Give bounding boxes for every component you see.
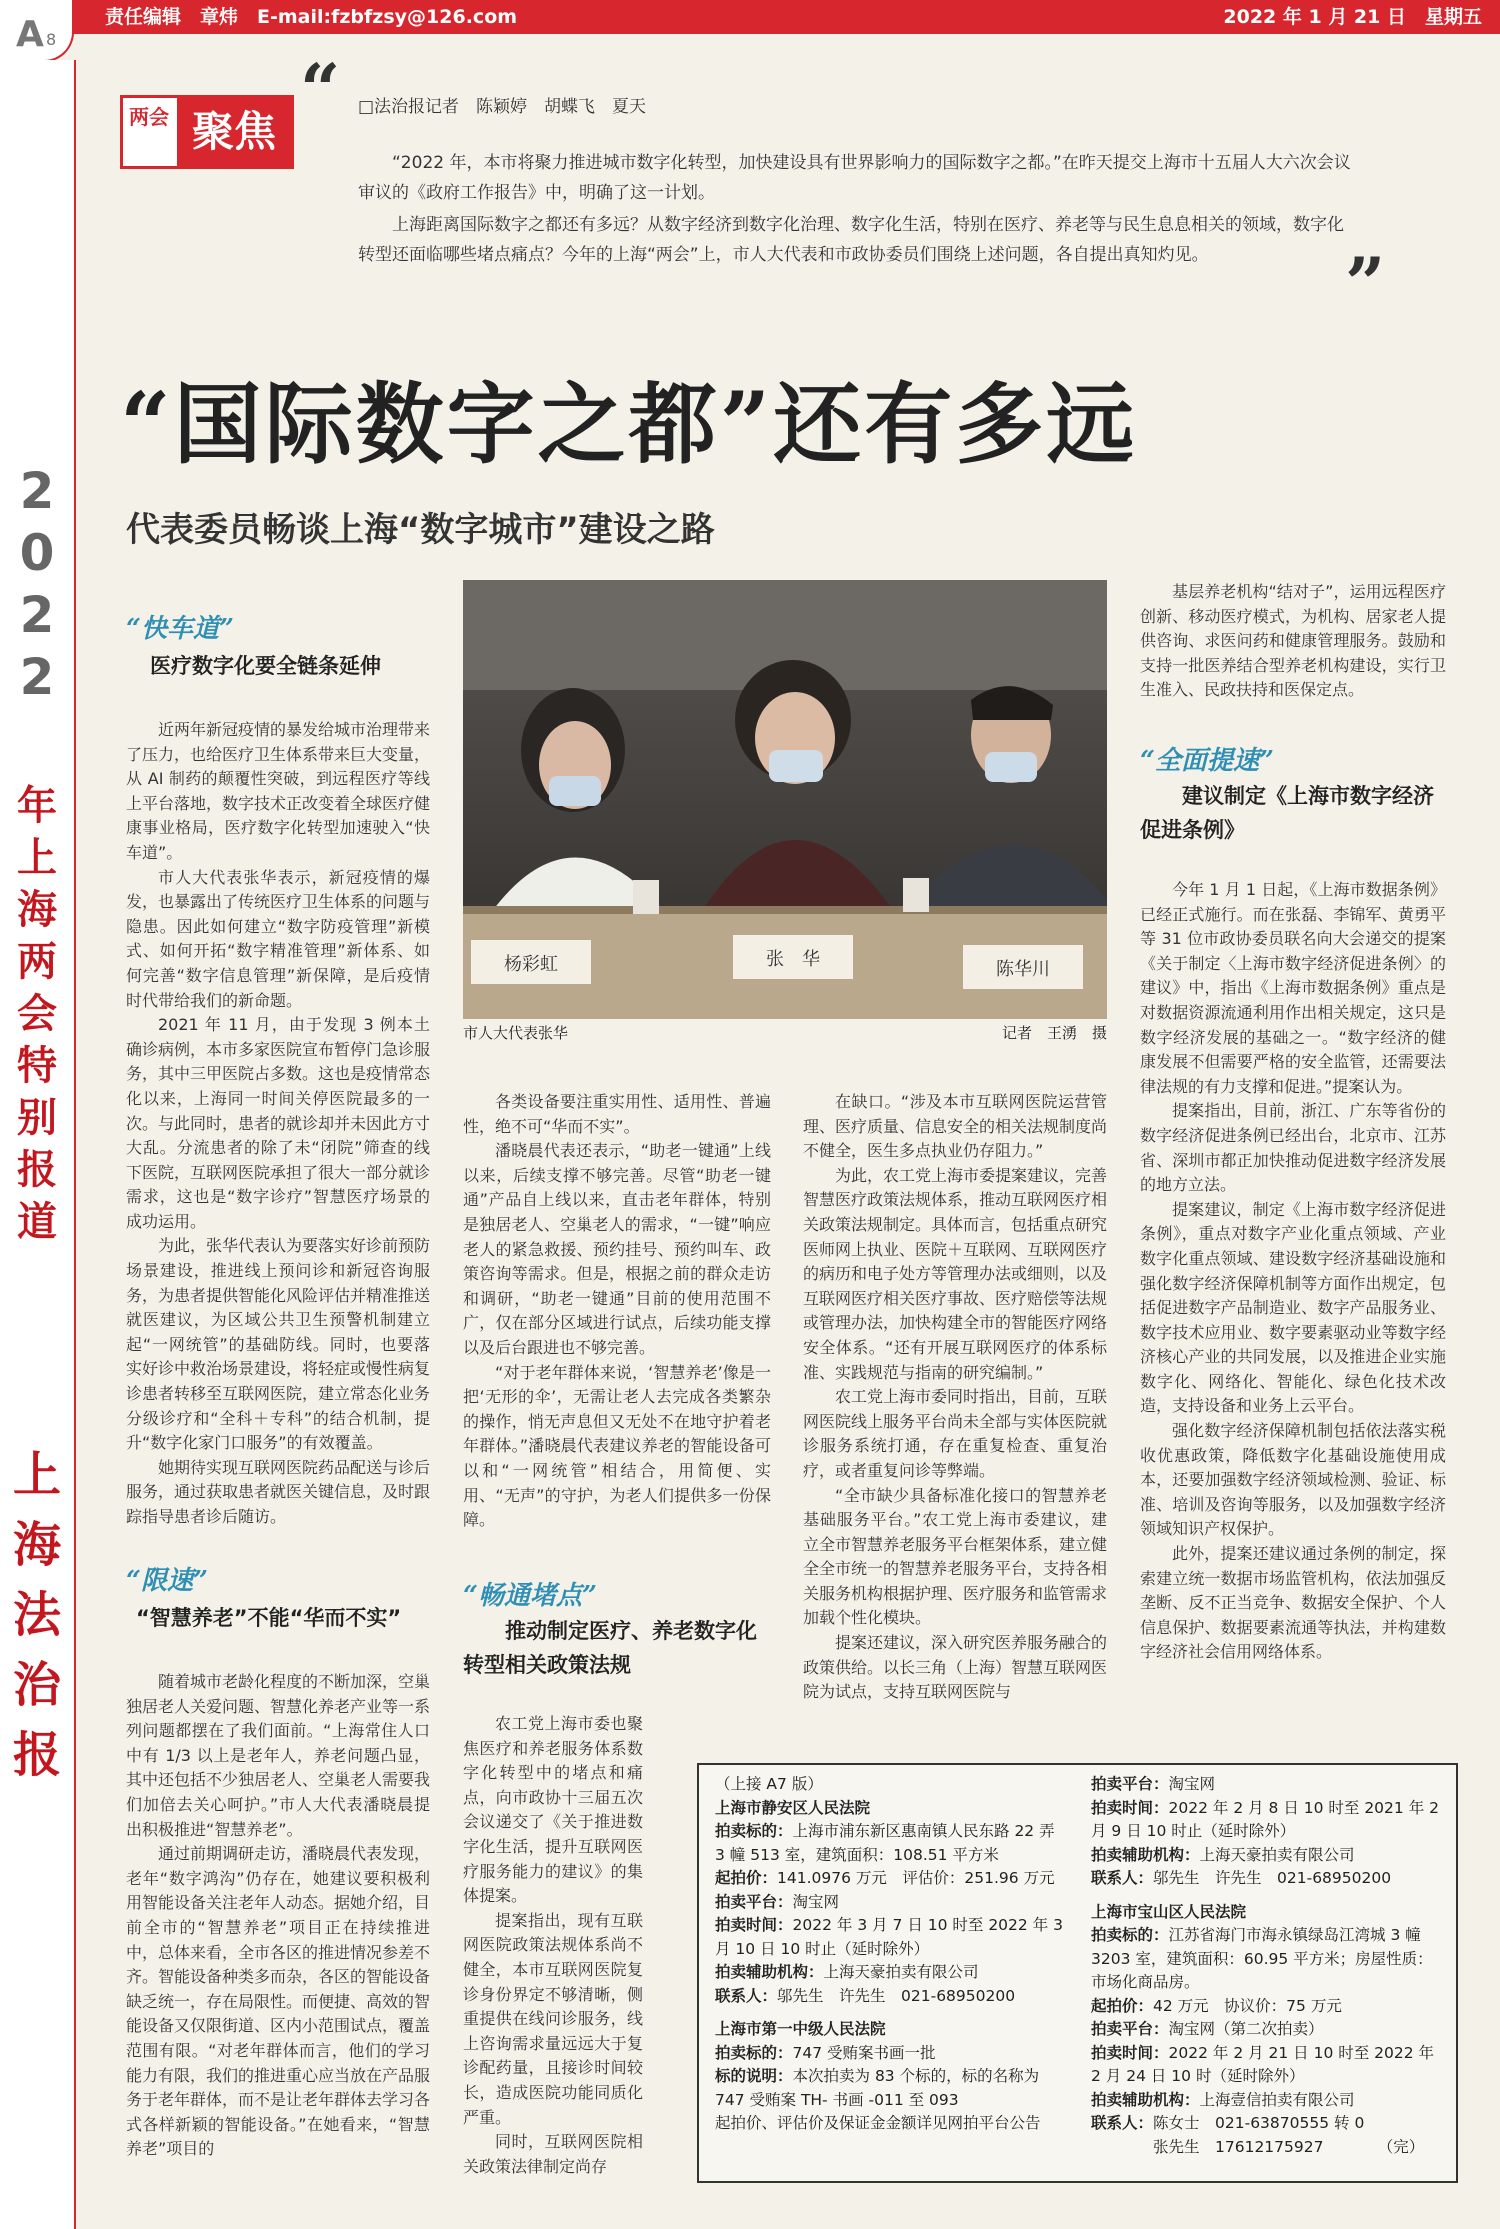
vertical-char: 海	[12, 1517, 61, 1573]
notice-line	[1091, 1797, 1443, 1844]
notice-line	[715, 1867, 1067, 1891]
article-paragraph: 在缺口。“涉及本市互联网医院运营管理、医疗质量、信息安全的相关法规制度尚不健全，医生多点执业仍存阻力。”	[803, 1092, 1108, 1161]
article-paragraph: 提案指出，现有互联网医院政策法规体系尚不健全，本市互联网医院复诊身份界定不够清晰，侧重提供在线问诊服务，线上咨询需求量远远大于复诊配药量，且接诊时间较长，造成医院功能同质化严重。	[463, 1910, 643, 2127]
section-title: 推动制定医疗、养老数字化转型相关政策法规	[463, 1619, 757, 1677]
subheadline: 代表委员畅谈上海“数字城市”建设之路	[126, 510, 715, 550]
vertical-char: 0	[19, 524, 55, 582]
notice-line	[1091, 1867, 1443, 1891]
article-paragraph: 农工党上海市委同时指出，目前，互联网医院线上服务平台尚未全部与实体医院就诊服务系统打通，存在重复检查、重复治疗，或者重复问诊等弊端。	[803, 1387, 1108, 1480]
notice-line	[715, 2042, 1067, 2066]
notice-value: 江苏省海门市海永镇绿岛江湾城 3 幢 3203 室，建筑面积：60.95 平方米；房屋性质：市场化商品房。	[1091, 1926, 1433, 1991]
left-sidebar	[0, 60, 76, 2229]
notice-key: 拍卖时间：	[715, 1916, 793, 1934]
auction-notice-box	[697, 1763, 1458, 2183]
section-heading-full-speed	[1140, 740, 1446, 847]
nameplate-1: 杨彩虹	[504, 954, 558, 975]
notice-key: 拍卖标的：	[715, 1822, 793, 1840]
section-heading-unblock	[463, 1575, 771, 1682]
lead-paragraph-1: “2022 年，本市将聚力推进城市数字化转型，加快建设具有世界影响力的国际数字之都。”在昨天提交上海市十五届人大六次会议审议的《政府工作报告》中，明确了这一计划。	[358, 153, 1351, 203]
sidebar-newspaper-name	[12, 1440, 62, 1790]
open-quote-mark: “	[300, 48, 341, 131]
notice-line	[715, 2065, 1067, 2112]
notice-key: 拍卖时间：	[1091, 1798, 1169, 1817]
article-paragraph: 潘晓晨代表还表示，“助老一键通”上线以来，后续支撑不够完善。尽管“助老一键通”产品自上线以来，直击老年群体，特别是独居老人、空巢老人的需求，“一键”响应老人的紧急救援、预约挂号、预约叫车、政策咨询等需求。但是，根据之前的群众走访和调研，“助老一键通”目前的使用范围不广，仅在部分区域进行试点，后续功能支撑以及后台跟进也不够完善。	[463, 1141, 771, 1357]
notice-line	[715, 1820, 1067, 1867]
article-paragraph: 提案还建议，深入研究医养服务融合的政策供给。以长三角（上海）智慧互联网医院为试点，支持互联网医院与	[803, 1633, 1108, 1702]
section-title: “智慧养老”不能“华而不实”	[136, 1606, 402, 1630]
notice-line	[715, 1773, 1067, 1797]
notice-value: （上接 A7 版）	[715, 1775, 823, 1793]
badge-big-label: 聚焦	[177, 98, 291, 166]
headline: “国际数字之都”还有多远	[120, 372, 1138, 476]
notice-line	[715, 1891, 1067, 1915]
notice-gap	[715, 2008, 1067, 2018]
notice-value: 起拍价、评估价及保证金金额详见网拍平台公告	[715, 2114, 1041, 2132]
badge-small-label: 两会	[129, 105, 169, 129]
notice-value: 上海市宝山区人民法院	[1091, 1902, 1247, 1921]
editor-info: 责任编辑 章炜 E-mail:fzbfzsy@126.com	[105, 6, 518, 28]
notice-value: 2022 年 2 月 21 日 10 时至 2022 年 2 月 24 日 10 时（延时除外）	[1091, 2043, 1435, 2085]
article-column-2b	[463, 1712, 643, 2179]
article-column-4b	[1140, 878, 1446, 1665]
notice-value: 本次拍卖为 83 个标的，标的名称为 747 受贿案 TH- 书画 -011 至 093	[715, 2067, 1040, 2109]
notice-line	[715, 2112, 1067, 2136]
notice-line	[1091, 2089, 1443, 2113]
page-number-tab	[0, 0, 74, 62]
notice-value: 上海市静安区人民法院	[715, 1798, 871, 1817]
notice-key: 联系人：	[1091, 1869, 1154, 1887]
notice-value: 42 万元 协议价：75 万元	[1153, 1996, 1342, 2015]
article-paragraph: “全市缺少具备标准化接口的智慧养老基础服务平台。”农工党上海市委建议，建立全市智慧养老服务平台框架体系，建立健全全市统一的智慧养老服务平台，支持各相关服务机构根据护理、医疗服务和监管需求加载个性化模块。	[803, 1485, 1108, 1628]
article-paragraph: 同时，互联网医院相关政策法律制定尚存	[463, 2132, 643, 2176]
article-paragraph: 此外，提案还建议通过条例的制定，探索建立统一数据市场监管机构，依法加强反垄断、反不正当竞争、数据安全保护、个人信息保护、数据要素流通等执法，并构建数字经济社会信用网络体系。	[1140, 1544, 1446, 1662]
vertical-char: 特	[17, 1043, 57, 1089]
section-tag: “全面提速”	[1140, 746, 1274, 776]
article-paragraph: “对于老年群体来说，‘智慧养老’像是一把‘无形的伞’，无需让老人去完成各类繁杂的操作，悄无声息但又无处不在地守护着老年群体。”潘晓晨代表建议养老的智能设备可以和“一网统管”相结合，用简便、实用、“无声”的守护，为老人们提供多一份保障。	[463, 1362, 771, 1530]
vertical-char: 海	[17, 887, 57, 933]
article-paragraph: 通过前期调研走访，潘晓晨代表发现，老年“数字鸿沟”仍存在，她建议要积极利用智能设备关注老年人动态。据她介绍，目前全市的“智慧养老”项目正在持续推进中，总体来看，全市各区的推进情况参差不齐。智能设备种类多而杂，各区的智能设备缺乏统一，存在局限性。而便捷、高效的智能设备又仅限街道、区内小范围试点，覆盖范围有限。“对老年群体而言，他们的学习能力有限，我们的推进重心应当放在产品服务于老年群体，而不是让老年群体去学习各式各样新颖的智能设备。”在她看来，“智慧养老”项目的	[126, 1844, 431, 2159]
notice-line	[1091, 1995, 1443, 2019]
close-quote-mark: ”	[1345, 242, 1386, 325]
article-paragraph: 提案建议，制定《上海市数字经济促进条例》，重点对数字产业化重点领域、产业数字化重点领域、建设数字经济基础设施和强化数字经济保障机制等方面作出规定，包括促进数字产品制造业、数字产品服务业、数字技术应用业、数字要素驱动业等数字经济核心产业的共同发展，以及推进企业实施数字化、网络化、智能化、绿色化技术改造，支持设备和业务上云平台。	[1140, 1199, 1446, 1416]
section-tag: “畅通堵点”	[463, 1581, 597, 1611]
caption-text: 市人大代表张华	[463, 1024, 569, 1042]
nameplate-3: 陈华川	[996, 959, 1050, 980]
section-heading-fast-lane	[126, 608, 381, 683]
article-paragraph: 今年 1 月 1 日起，《上海市数据条例》已经正式施行。而在张磊、李锦军、黄勇平等 31 位市政协委员联名向大会递交的提案《关于制定〈上海市数字经济促进条例〉的建议》中，指出《上海市数据条例》重点是对数据资源流通利用作出相关规定，这只是数字经济发展的基础之一。“数字经济的健康发展不但需要严格的安全监管，还需要法律法规的有力支撑和促进。”提案认为。	[1140, 880, 1446, 1096]
notice-column-2	[1091, 1773, 1443, 2159]
notice-key: 拍卖辅助机构：	[715, 1963, 824, 1981]
issue-date: 2022 年 1 月 21 日 星期五	[1223, 6, 1482, 28]
notice-key: 拍卖平台：	[1091, 1775, 1169, 1793]
section-title: 医疗数字化要全链条延伸	[150, 654, 381, 678]
notice-value: 邬先生 许先生 021-68950200	[777, 1986, 1016, 2005]
notice-line	[1091, 2112, 1443, 2136]
sidebar-year	[12, 460, 62, 708]
vertical-char: 报	[12, 1727, 61, 1783]
notice-value: 张先生 17612175927 （完）	[1091, 2137, 1425, 2156]
photo-credit: 记者 王湧 摄	[1001, 1024, 1107, 1042]
notice-value: 747 受贿案书画一批	[792, 2043, 936, 2062]
article-paragraph: 提案指出，目前，浙江、广东等省份的数字经济促进条例已经出台，北京市、江苏省、深圳市都正加快推动促进数字经济发展的地方立法。	[1140, 1101, 1446, 1195]
byline: □法治报记者 陈颖婷 胡蝶飞 夏天	[358, 97, 647, 117]
article-paragraph: 她期待实现互联网医院药品配送与诊后服务，通过获取患者就医关键信息，及时跟踪指导患者诊后随访。	[126, 1457, 431, 1526]
page-letter: A	[16, 14, 44, 55]
notice-line	[1091, 2136, 1443, 2160]
notice-line	[1091, 1773, 1443, 1797]
section-badge	[120, 95, 294, 169]
notice-key: 联系人：	[1091, 2114, 1154, 2132]
vertical-char: 上	[17, 835, 57, 881]
notice-value: 上海天豪拍卖有限公司	[823, 1963, 979, 1981]
vertical-char: 2	[19, 586, 55, 644]
vertical-char: 会	[17, 991, 57, 1037]
article-column-3	[803, 1090, 1107, 1705]
photo-caption	[463, 1022, 1107, 1043]
vertical-char: 两	[17, 939, 57, 985]
article-paragraph: 近两年新冠疫情的暴发给城市治理带来了压力，也给医疗卫生体系带来巨大变量，从 AI 制药的颠覆性突破，到远程医疗等线上平台落地，数字技术正改变着全球医疗健康事业格局，医疗数字化转型加速驶入“快车道”。	[126, 720, 431, 862]
article-paragraph: 市人大代表张华表示，新冠疫情的爆发，也暴露出了传统医疗卫生体系的问题与隐患。因此如何建立“数字防疫管理”新模式、如何开拓“数字精准管理”新体系、如何完善“数字信息管理”新保障，是后疫情时代带给我们的新命题。	[126, 867, 431, 1010]
notice-column-1	[715, 1773, 1067, 2136]
article-column-4a	[1140, 580, 1446, 703]
article-paragraph: 为此，张华代表认为要落实好诊前预防场景建设，推进线上预问诊和新冠咨询服务，为患者提供智能化风险评估并精准推送就医建议，为区域公共卫生预警机制建立起“一网统管”的基础防线。同时，也要落实好诊中救治场景建设，将轻症或慢性病复诊患者转移至互联网医院，建立常态化业务分级诊疗和“全科＋专科”的结合机制，提升“数字化家门口服务”的有效覆盖。	[126, 1236, 431, 1453]
article-column-2a	[463, 1090, 771, 1533]
notice-key: 起拍价：	[715, 1869, 778, 1887]
notice-line	[1091, 1901, 1443, 1925]
vertical-char: 报	[17, 1147, 57, 1193]
section-title: 建议制定《上海市数字经济促进条例》	[1140, 784, 1434, 842]
vertical-char: 年	[17, 783, 57, 829]
notice-line	[715, 1914, 1067, 1961]
notice-key: 拍卖辅助机构：	[1091, 1845, 1200, 1864]
news-photo	[463, 580, 1107, 1019]
notice-value: 上海市第一中级人民法院	[715, 2020, 886, 2038]
notice-key: 拍卖辅助机构：	[1091, 2090, 1200, 2109]
notice-line	[1091, 1924, 1443, 1995]
vertical-char: 2	[19, 648, 55, 706]
notice-gap	[1091, 1891, 1443, 1901]
notice-value: 邬先生 许先生 021-68950200	[1153, 1869, 1392, 1887]
page-number: 8	[46, 30, 57, 49]
section-tag: “限速”	[126, 1566, 208, 1596]
notice-line	[1091, 2042, 1443, 2089]
vertical-char: 2	[19, 462, 55, 520]
article-paragraph: 基层养老机构“结对子”，运用远程医疗创新、移动医疗模式，为机构、居家老人提供咨询、求医问药和健康管理服务。鼓励和支持一批医养结合型养老机构建设，实行卫生准入、民政扶持和医保定点。	[1140, 582, 1446, 700]
vertical-char: 治	[12, 1657, 61, 1713]
article-paragraph: 2021 年 11 月，由于发现 3 例本土确诊病例，本市多家医院宣布暂停门急诊服务，其中三甲医院占多数。这也是疫情常态化以来，上海同一时间关停医院最多的一次。与此同时，患者的就诊却并未因此方寸大乱。分流患者的除了未“闭院”筛查的线下医院，互联网医院承担了很大一部分就诊需求，这也是“数字诊疗”智慧医疗场景的成功运用。	[126, 1015, 431, 1231]
photo-illustration	[463, 580, 1107, 1019]
vertical-char: 道	[17, 1199, 57, 1245]
notice-line	[1091, 2018, 1443, 2042]
article-column-1a	[126, 718, 430, 1530]
notice-value: 淘宝网	[1168, 1775, 1216, 1793]
notice-value: 淘宝网	[792, 1892, 840, 1911]
page-header-bar	[0, 0, 1500, 34]
article-paragraph: 各类设备要注重实用性、适用性、普遍性，绝不可“华而不实”。	[463, 1092, 771, 1136]
article-paragraph: 强化数字经济保障机制包括依法落实税收优惠政策，降低数字化基础设施使用成本，还要加强数字经济领域检测、验证、标准、培训及咨询等服务，以及加强数字经济领域知识产权保护。	[1140, 1421, 1446, 1539]
notice-line	[715, 2018, 1067, 2042]
notice-value: 2022 年 3 月 7 日 10 时至 2022 年 3 月 10 日 10 时止（延时除外）	[715, 1916, 1063, 1958]
article-paragraph: 为此，农工党上海市委提案建议，完善智慧医疗政策法规体系，推动互联网医疗相关政策法规制定。具体而言，包括重点研究医师网上执业、医院＋互联网、互联网医疗的病历和电子处方等管理办法或细则，以及互联网医疗相关医疗事故、医疗赔偿等法规或管理办法，加快构建全市的智能医疗网络安全体系。“还有开展互联网医疗的体系标准、实践规范与指南的研究编制。”	[803, 1165, 1108, 1382]
notice-value: 上海市浦东新区惠南镇人民东路 22 弄 3 幢 513 室，建筑面积：108.51 平方米	[715, 1822, 1055, 1864]
notice-value: 2022 年 2 月 8 日 10 时至 2021 年 2 月 9 日 10 时止（延时除外）	[1091, 1798, 1439, 1840]
vertical-char: 法	[12, 1587, 61, 1643]
notice-key: 联系人：	[715, 1986, 778, 2005]
notice-value: 上海壹信拍卖有限公司	[1199, 2090, 1355, 2109]
notice-key: 标的说明：	[715, 2067, 793, 2085]
nameplate-2: 张 华	[766, 949, 820, 970]
notice-line	[1091, 1844, 1443, 1868]
notice-key: 拍卖时间：	[1091, 2043, 1169, 2062]
notice-line	[715, 1797, 1067, 1821]
vertical-char: 别	[17, 1095, 57, 1141]
notice-line	[715, 1985, 1067, 2009]
notice-value: 淘宝网（第二次拍卖）	[1168, 2020, 1324, 2038]
section-tag: “快车道”	[126, 614, 234, 644]
notice-value: 141.0976 万元 评估价：251.96 万元	[777, 1869, 1055, 1887]
section-heading-speed-limit	[126, 1560, 401, 1635]
notice-key: 拍卖平台：	[1091, 2020, 1169, 2038]
vertical-char: 上	[12, 1447, 61, 1503]
notice-key: 拍卖标的：	[715, 2043, 793, 2062]
lead-paragraph-2: 上海距离国际数字之都还有多远？从数字经济到数字化治理、数字化生活，特别在医疗、养老等与民生息息相关的领域，数字化转型还面临哪些堵点痛点？今年的上海“两会”上，市人大代表和市政协委员们围绕上述问题，各自提出真知灼见。	[358, 215, 1344, 265]
article-column-1b	[126, 1670, 430, 2162]
notice-key: 起拍价：	[1091, 1996, 1154, 2015]
notice-key: 拍卖平台：	[715, 1892, 793, 1911]
notice-value: 陈女士 021-63870555 转 0	[1153, 2114, 1365, 2132]
sidebar-special-report	[12, 780, 62, 1248]
article-paragraph: 随着城市老龄化程度的不断加深，空巢独居老人关爱问题、智慧化养老产业等一系列问题都摆在了我们面前。“上海常住人口中有 1/3 以上是老年人，养老问题凸显，其中还包括不少独居老人、空巢老人需要我们加倍去关心呵护。”市人大代表潘晓晨提出积极推进“智慧养老”。	[126, 1672, 431, 1839]
notice-line	[715, 1961, 1067, 1985]
article-paragraph: 农工党上海市委也聚焦医疗和养老服务体系数字化转型中的堵点和痛点，向市政协十三届五次会议递交了《关于推进数字化生活，提升互联网医疗服务能力的建议》的集体提案。	[463, 1714, 643, 1906]
notice-value: 上海天豪拍卖有限公司	[1199, 1845, 1355, 1864]
notice-key: 拍卖标的：	[1091, 1926, 1169, 1944]
